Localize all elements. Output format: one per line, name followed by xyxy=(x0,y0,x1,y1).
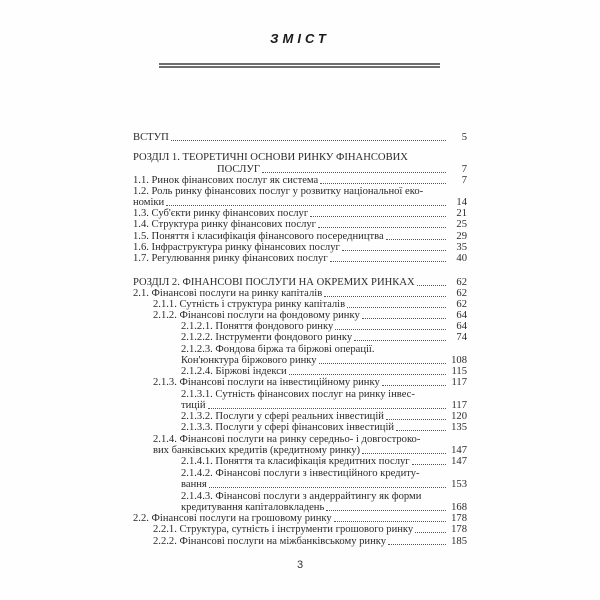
toc-entry-page: 40 xyxy=(456,253,467,264)
toc-entry-title: ВСТУП xyxy=(133,132,169,143)
toc-entry-title: 1.6. Інфраструктура ринку фінансових послуг xyxy=(133,242,340,253)
dot-leader xyxy=(396,422,446,434)
toc-entry-title: 2.1.4.3. Фінансові послуги з андеррайтингу як форми xyxy=(181,491,422,502)
toc-entry-page: 135 xyxy=(451,422,467,433)
toc-entry-page: 74 xyxy=(456,332,467,343)
dot-leader xyxy=(171,132,446,144)
toc-entry-page: 14 xyxy=(456,197,467,208)
toc-entry xyxy=(133,332,467,344)
toc-entry-page: 62 xyxy=(456,277,467,288)
toc-entry-title: 2.1.3.3. Послуги у сфері фінансових інвестицій xyxy=(181,422,395,433)
dot-leader xyxy=(412,456,446,468)
toc-entry-page: 7 xyxy=(461,164,467,175)
toc-entry-page: 178 xyxy=(451,524,467,535)
toc-entry-title: 1.3. Суб'єкти ринку фінансових послуг xyxy=(133,208,309,219)
toc-entry-title: 2.1.4.1. Поняття та класифікація кредитних послуг xyxy=(181,456,410,467)
toc-entry-title: 2.2. Фінансові послуги на грошовому ринку xyxy=(133,513,332,524)
toc-entry-title: 2.1.3.2. Послуги у сфері реальних інвестицій xyxy=(181,411,384,422)
toc-entry-title: тицій xyxy=(181,400,206,411)
toc-entry-page: 115 xyxy=(451,366,467,377)
toc-entry-title: 2.1.4. Фінансові послуги на ринку середньо- і довгостроко- xyxy=(153,434,421,445)
toc-entry-title: 2.1.2.1. Поняття фондового ринку xyxy=(181,321,334,332)
toc-entry-page: 64 xyxy=(456,310,467,321)
dot-leader xyxy=(318,219,446,231)
toc-entry-page: 7 xyxy=(461,175,467,186)
dot-leader xyxy=(382,377,446,389)
toc-entry xyxy=(133,536,467,548)
toc-entry-title: 2.1.2.4. Біржові індекси xyxy=(181,366,287,377)
dot-leader xyxy=(209,479,446,491)
dot-leader xyxy=(330,253,446,265)
toc-entry-page: 120 xyxy=(451,411,467,422)
toc-entry-page: 178 xyxy=(451,513,467,524)
toc-entry-title: 2.1.4.2. Фінансові послуги з інвестиційного кредиту- xyxy=(181,468,420,479)
toc-entry-page: 29 xyxy=(456,231,467,242)
toc-entry xyxy=(133,219,467,231)
toc-entry xyxy=(133,253,467,265)
toc-entry-title: РОЗДІЛ 2. ФІНАНСОВІ ПОСЛУГИ НА ОКРЕМИХ РИНКАХ xyxy=(133,277,415,288)
toc-entry-title: 2.1.3. Фінансові послуги на інвестиційному ринку xyxy=(153,377,380,388)
toc-entry-page: 117 xyxy=(451,377,467,388)
toc-entry-title: 2.1.3.1. Сутність фінансових послуг на ринку інвес- xyxy=(181,389,415,400)
toc-entry-page: 153 xyxy=(451,479,467,490)
toc-entry-title: 1.7. Регулювання ринку фінансових послуг xyxy=(133,253,328,264)
toc-entry-title: вих банківських кредитів (кредитному ринку) xyxy=(153,445,361,456)
toc-title: ЗМІСТ xyxy=(270,31,330,46)
toc-entry-page: 117 xyxy=(451,400,467,411)
toc-entry-page: 108 xyxy=(451,355,467,366)
toc-entry-page: 185 xyxy=(451,536,467,547)
toc-entry-page: 21 xyxy=(456,208,467,219)
toc-entry xyxy=(133,377,467,389)
toc-entry-page: 64 xyxy=(456,321,467,332)
toc-entry-title: 2.1. Фінансові послуги на ринку капіталів xyxy=(133,288,323,299)
toc-entry xyxy=(133,152,467,164)
toc-entry-title: 1.4. Структура ринку фінансових послуг xyxy=(133,219,317,230)
toc-entry-page: 147 xyxy=(451,456,467,467)
toc-entry-title: РОЗДІЛ 1. ТЕОРЕТИЧНІ ОСНОВИ РИНКУ ФІНАНСОВИХ xyxy=(133,152,408,163)
toc-entry-page: 5 xyxy=(461,132,467,143)
toc-entry-title: 2.1.2. Фінансові послуги на фондовому ринку xyxy=(153,310,360,321)
toc-entry-title: 2.1.2.3. Фондова біржа та біржові операції. xyxy=(181,344,375,355)
page-number: 3 xyxy=(296,559,304,571)
toc-entry xyxy=(133,479,467,491)
toc-entry-title: 2.1.1. Сутність і структура ринку капіталів xyxy=(153,299,346,310)
toc-entry-page: 35 xyxy=(456,242,467,253)
toc-entry xyxy=(133,422,467,434)
dot-leader xyxy=(354,332,446,344)
toc-entry xyxy=(133,524,467,536)
toc-entry-page: 168 xyxy=(451,502,467,513)
dot-leader xyxy=(388,536,446,548)
toc-entry-title: 1.2. Роль ринку фінансових послуг у розвитку національної еко- xyxy=(133,186,424,197)
toc-entry-title: кредитування капіталовкладень xyxy=(181,502,325,513)
dot-leader xyxy=(415,524,446,536)
toc-entry-page: 62 xyxy=(456,299,467,310)
toc-entry-title: номіки xyxy=(133,197,165,208)
toc-entry-page: 62 xyxy=(456,288,467,299)
toc-entry-page: 25 xyxy=(456,219,467,230)
toc-entry-title: вання xyxy=(181,479,207,490)
toc-entry xyxy=(133,132,467,144)
toc-entry-title: 1.5. Поняття і класифікація фінансового посередництва xyxy=(133,231,384,242)
toc-entry-title: Кон'юнктура біржового ринку xyxy=(181,355,317,366)
toc-entry-page: 147 xyxy=(451,445,467,456)
toc-entry-title: 2.1.2.2. Інструменти фондового ринку xyxy=(181,332,353,343)
toc-entry xyxy=(133,456,467,468)
toc-entry-title: 1.1. Ринок фінансових послуг як система xyxy=(133,175,319,186)
title-double-rule xyxy=(159,63,440,68)
toc-entry-title: 2.2.1. Структура, сутність і інструменти грошового ринку xyxy=(153,524,414,535)
toc-entry-title: ПОСЛУГ xyxy=(217,164,261,175)
toc-entry-title: 2.2.2. Фінансові послуги на міжбанківському ринку xyxy=(153,536,387,547)
